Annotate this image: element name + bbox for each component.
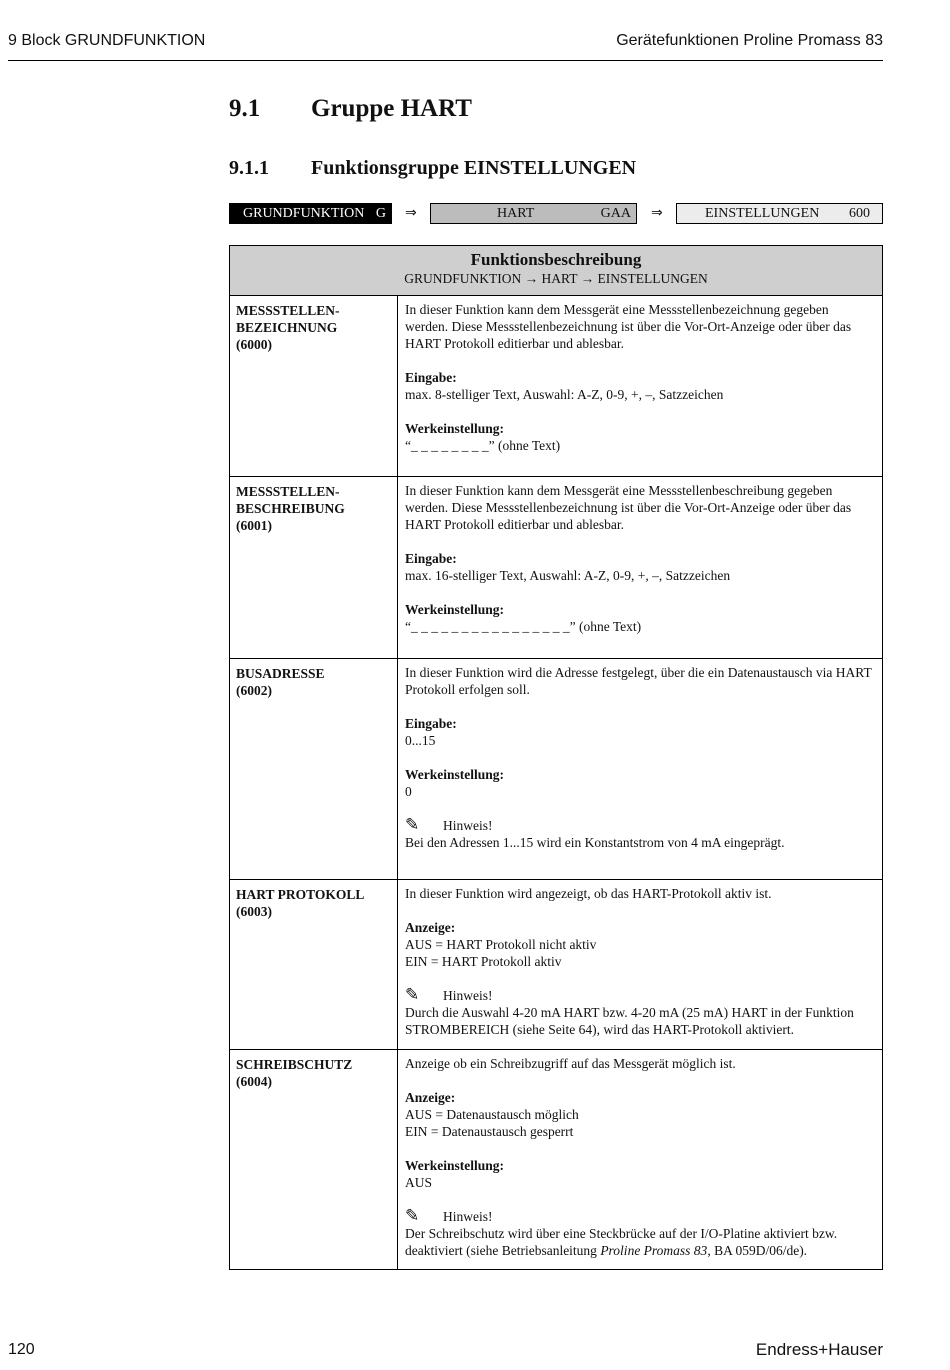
description-value: 0	[405, 784, 412, 799]
description-label: Eingabe:	[405, 551, 457, 566]
section-title: Gruppe HART	[311, 95, 472, 122]
description-value: 0...15	[405, 733, 436, 748]
description-value: “_ _ _ _ _ _ _ _ _ _ _ _ _ _ _ _” (ohne Text)	[405, 619, 642, 634]
pencil-icon: ✎	[405, 1206, 420, 1226]
subsection-heading	[229, 157, 636, 180]
description-intro: In dieser Funktion wird angezeigt, ob das HART-Protokoll aktiv ist.	[405, 886, 772, 901]
table-row	[230, 880, 882, 1050]
description-label: Eingabe:	[405, 370, 457, 385]
pencil-icon: ✎	[405, 815, 420, 835]
hint-block	[405, 987, 875, 1038]
function-name-line: MESSSTELLEN-	[236, 303, 340, 318]
hint-text: Durch die Auswahl 4-20 mA HART bzw. 4-20 mA (25 mA) HART in der Funktion STROMBEREICH (siehe Seite 64), wird das HART-Protokoll aktiviert.	[405, 1005, 854, 1037]
description-label: Eingabe:	[405, 716, 457, 731]
hint-block	[405, 817, 875, 851]
description-label: Werkeinstellung:	[405, 602, 505, 617]
table-row	[230, 659, 882, 880]
function-name-line: HART PROTOKOLL	[236, 887, 365, 902]
function-code: (6004)	[236, 1074, 272, 1089]
nav-arrow-icon: ⇒	[405, 205, 417, 221]
function-name-line: BESCHREIBUNG	[236, 501, 345, 516]
header-document-title: Gerätefunktionen Proline Promass 83	[616, 32, 883, 49]
description-intro: Anzeige ob ein Schreibzugriff auf das Messgerät möglich ist.	[405, 1056, 736, 1071]
nav-box-code: G	[375, 206, 386, 221]
description-label: Anzeige:	[405, 920, 456, 935]
section-number: 9.1	[229, 95, 261, 122]
function-code: (6000)	[236, 337, 272, 352]
hint-text: , BA 059D/06/de).	[707, 1243, 808, 1258]
hint-label: Hinweis!	[443, 1209, 493, 1224]
nav-box-label: HART	[497, 206, 535, 221]
function-description	[398, 296, 882, 462]
page-number: 120	[8, 1341, 35, 1358]
page-header	[8, 30, 883, 61]
function-name-line: BUSADRESSE	[236, 666, 325, 681]
function-name	[230, 477, 398, 658]
function-description	[398, 659, 882, 859]
section-heading	[229, 95, 472, 123]
function-description	[398, 880, 882, 1046]
hint-block	[405, 1208, 875, 1259]
subsection-title: Funktionsgruppe EINSTELLUNGEN	[311, 157, 637, 179]
hint-label: Hinweis!	[443, 818, 493, 833]
hint-label: Hinweis!	[443, 988, 493, 1003]
description-label: Werkeinstellung:	[405, 421, 505, 436]
function-code: (6001)	[236, 518, 272, 533]
description-intro: In dieser Funktion kann dem Messgerät eine Messstellenbezeichnung gegeben werden. Diese Messstellenbezeichnung ist über die Vor-Ort-Anzeige oder über das HART Protokoll editierbar und ablesbar.	[405, 302, 852, 351]
nav-arrow-icon: ⇒	[651, 205, 663, 221]
nav-box-label: GRUNDFUNKTION	[243, 206, 365, 221]
description-value: AUS = Datenaustausch möglich	[405, 1107, 579, 1122]
description-value: EIN = HART Protokoll aktiv	[405, 954, 562, 969]
table-row	[230, 1050, 882, 1269]
table-row	[230, 477, 882, 659]
function-name	[230, 880, 398, 1049]
description-value: “_ _ _ _ _ _ _ _” (ohne Text)	[405, 438, 561, 453]
function-table	[229, 245, 883, 1270]
nav-box-grundfunktion	[229, 203, 392, 224]
table-header	[230, 246, 882, 296]
hint-text-reference: Proline Promass 83	[600, 1243, 708, 1258]
function-code: (6003)	[236, 904, 272, 919]
table-title: Funktionsbeschreibung	[470, 250, 642, 269]
table-path: GRUNDFUNKTION → HART → EINSTELLUNGEN	[404, 271, 708, 286]
hint-text: Bei den Adressen 1...15 wird ein Konstantstrom von 4 mA eingeprägt.	[405, 835, 785, 850]
function-name	[230, 1050, 398, 1269]
function-description	[398, 477, 882, 643]
pencil-icon: ✎	[405, 985, 420, 1005]
description-value: AUS	[405, 1175, 433, 1190]
hint-text: Der Schreibschutz wird über eine Steckbrücke auf der I/O-Platine aktiviert bzw. deaktiviert (siehe Betriebsanleitung	[405, 1226, 838, 1258]
function-name-line: SCHREIBSCHUTZ	[236, 1057, 353, 1072]
description-value: AUS = HART Protokoll nicht aktiv	[405, 937, 597, 952]
description-label: Werkeinstellung:	[405, 1158, 505, 1173]
description-value: EIN = Datenaustausch gesperrt	[405, 1124, 574, 1139]
function-name	[230, 659, 398, 879]
function-name	[230, 296, 398, 476]
subsection-number: 9.1.1	[229, 157, 269, 179]
nav-box-hart	[430, 203, 637, 224]
description-intro: In dieser Funktion wird die Adresse festgelegt, über die ein Datenaustausch via HART Protokoll erfolgen soll.	[405, 665, 872, 697]
brand-logo: Endress+Hauser	[755, 1340, 883, 1359]
header-chapter: 9 Block GRUNDFUNKTION	[8, 32, 206, 49]
function-description	[398, 1050, 882, 1267]
nav-box-label: EINSTELLUNGEN	[705, 206, 820, 221]
nav-box-code: GAA	[600, 206, 631, 221]
description-intro: In dieser Funktion kann dem Messgerät eine Messstellenbeschreibung gegeben werden. Diese Messstellenbezeichnung ist über die Vor-Ort-Anzeige oder über das HART Protokoll editierbar und ablesbar.	[405, 483, 852, 532]
function-code: (6002)	[236, 683, 272, 698]
table-row	[230, 296, 882, 477]
function-name-line: BEZEICHNUNG	[236, 320, 338, 335]
nav-box-code: 600	[849, 206, 870, 221]
description-value: max. 8-stelliger Text, Auswahl: A-Z, 0-9, +, –, Satzzeichen	[405, 387, 724, 402]
nav-box-einstellungen	[676, 203, 883, 224]
description-value: max. 16-stelliger Text, Auswahl: A-Z, 0-9, +, –, Satzzeichen	[405, 568, 731, 583]
description-label: Werkeinstellung:	[405, 767, 505, 782]
function-name-line: MESSSTELLEN-	[236, 484, 340, 499]
description-label: Anzeige:	[405, 1090, 456, 1105]
